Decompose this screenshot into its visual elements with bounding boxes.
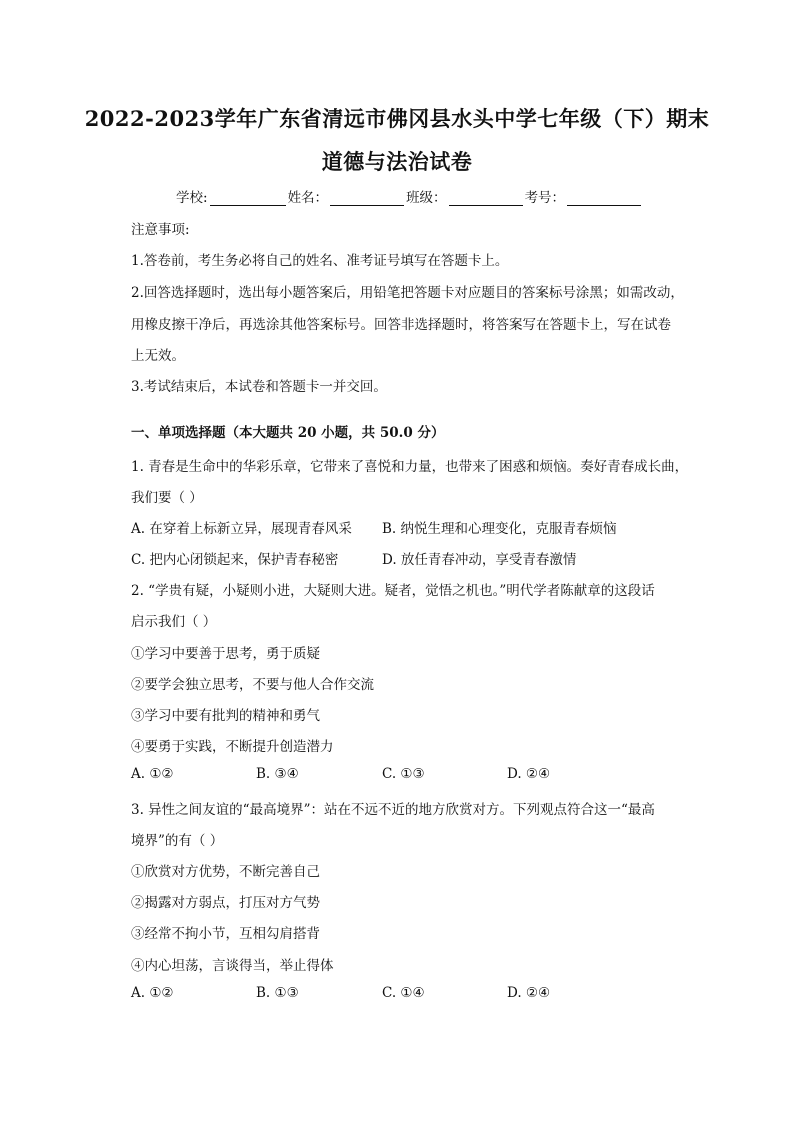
exam-no-blank[interactable] [567, 191, 641, 206]
q2-option-b[interactable]: B. ③④ [256, 766, 299, 782]
notice-item: 2.回答选择题时，选出每小题答案后，用铅笔把答题卡对应题目的答案标号涂黑；如需改动， [131, 285, 684, 301]
q1-option-b[interactable]: B. 纳悦生理和心理变化，克服青春烦恼 [382, 521, 617, 537]
student-info-row [176, 186, 643, 206]
q2-statement: ①学习中要善于思考，勇于质疑 [131, 646, 320, 662]
name-label: 姓名： [287, 190, 329, 206]
exam-no-label: 考号： [524, 190, 566, 206]
q2-statement: ④要勇于实践，不断提升创造潜力 [131, 739, 334, 755]
q3-option-c[interactable]: C. ①④ [382, 985, 425, 1001]
q3-option-a[interactable]: A. ①② [131, 985, 174, 1001]
q3-stem-line2: 境界”的有（ ） [131, 833, 224, 849]
exam-title-line2: 道德与法治试卷 [321, 149, 473, 174]
q2-stem-line1: 2. “学贵有疑，小疑则小进，大疑则大进。疑者，觉悟之机也。”明代学者陈献章的这段话 [131, 583, 655, 599]
notice-item: 上无效。 [131, 348, 185, 364]
school-label: 学校: [176, 190, 208, 206]
q2-option-d[interactable]: D. ②④ [507, 766, 551, 782]
notice-heading: 注意事项: [131, 222, 190, 238]
q3-option-d[interactable]: D. ②④ [507, 985, 551, 1001]
q3-option-b[interactable]: B. ①③ [256, 985, 299, 1001]
notice-item: 1.答卷前，考生务必将自己的姓名、准考证号填写在答题卡上。 [131, 253, 509, 269]
notice-item: 3.考试结束后，本试卷和答题卡一并交回。 [131, 379, 387, 395]
notice-item: 用橡皮擦干净后，再选涂其他答案标号。回答非选择题时，将答案写在答题卡上，写在试卷 [131, 317, 671, 333]
q1-stem-line2: 我们要（ ） [131, 490, 203, 506]
class-blank[interactable] [449, 191, 523, 206]
q2-statement: ②要学会独立思考，不要与他人合作交流 [131, 677, 374, 693]
q3-statement: ①欣赏对方优势，不断完善自己 [131, 864, 320, 880]
q3-statement: ②揭露对方弱点，打压对方气势 [131, 895, 320, 911]
q2-option-c[interactable]: C. ①③ [382, 766, 425, 782]
q3-stem-line1: 3. 异性之间友谊的“最高境界”：站在不远不近的地方欣赏对方。下列观点符合这一“最高 [131, 802, 655, 818]
q1-option-a[interactable]: A. 在穿着上标新立异，展现青春风采 [131, 521, 352, 537]
q3-statement: ④内心坦荡，言谈得当，举止得体 [131, 958, 334, 974]
q2-stem-line2: 启示我们（ ） [131, 614, 217, 630]
q1-stem-line1: 1. 青春是生命中的华彩乐章，它带来了喜悦和力量，也带来了困惑和烦恼。奏好青春成长曲， [131, 459, 689, 475]
q1-option-d[interactable]: D. 放任青春冲动，享受青春激情 [382, 552, 577, 568]
q2-option-a[interactable]: A. ①② [131, 766, 174, 782]
q3-statement: ③经常不拘小节，互相勾肩搭背 [131, 926, 320, 942]
q1-option-c[interactable]: C. 把内心闭锁起来，保护青春秘密 [131, 552, 339, 568]
name-blank[interactable] [330, 191, 404, 206]
exam-title-line1: 2022-2023学年广东省清远市佛冈县水头中学七年级（下）期末 [84, 106, 710, 131]
q2-statement: ③学习中要有批判的精神和勇气 [131, 708, 320, 724]
section-heading: 一、单项选择题（本大题共 20 小题，共 50.0 分） [131, 425, 445, 441]
class-label: 班级： [406, 190, 447, 206]
school-blank[interactable] [210, 191, 286, 206]
